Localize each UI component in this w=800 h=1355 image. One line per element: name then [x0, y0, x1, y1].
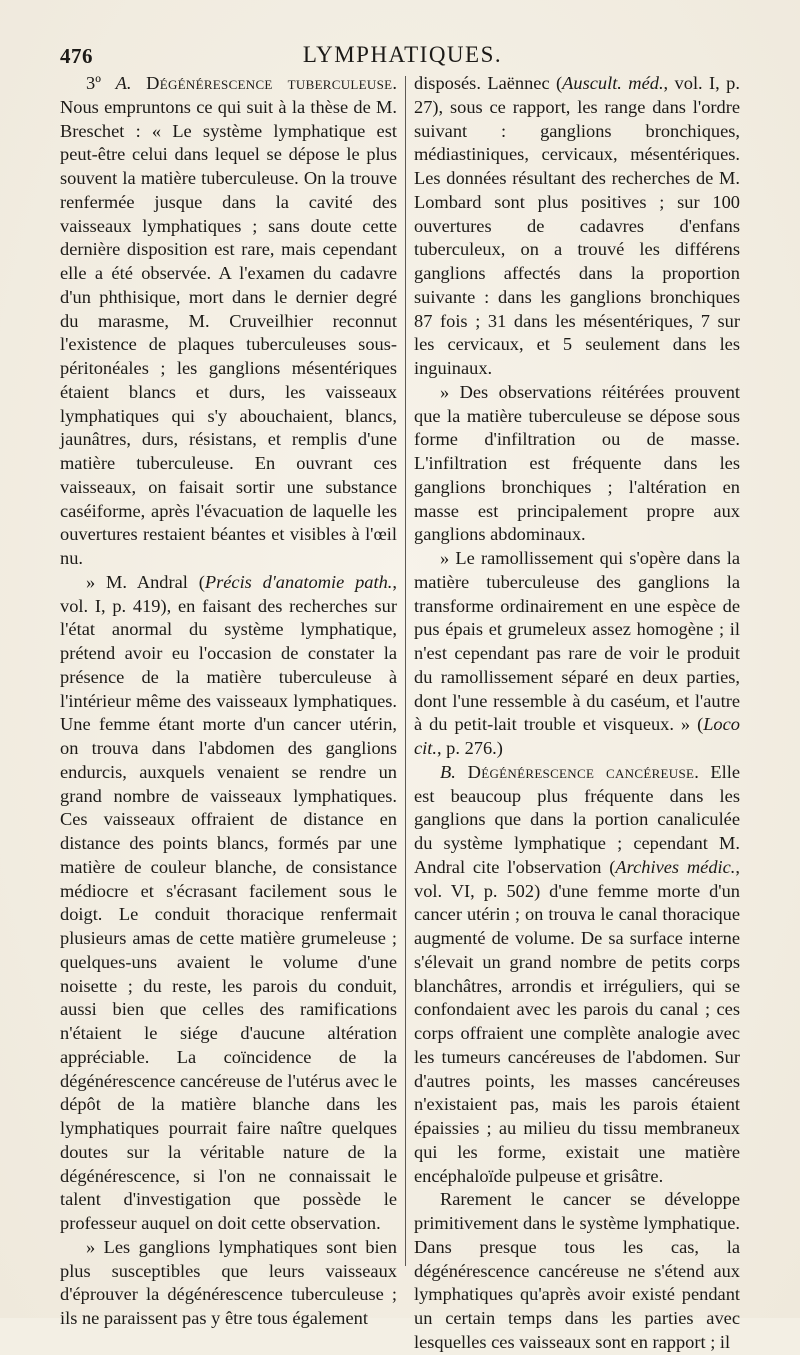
paragraph-lead: . Elle est beaucoup plus fréquente dans les ganglions que dans la portion canaliculée du système lymphatique ; cependant M. Andral cite l'observation (	[414, 761, 741, 877]
paragraph-ramollissement	[414, 547, 740, 761]
paragraph-text: , p. 276.)	[436, 738, 503, 758]
left-column	[60, 72, 397, 1331]
paragraph-text: , vol. I, p. 27), sous ce rapport, les range dans l'ordre suivant : ganglions bronchiques, médiastiniques, cervicaux, mésentériques. Les données résultant des recherches de M. Lombard sont plus positives ; sur 100 ouvertures de cadavres d'enfans tuberculeux, on a trouvé les différens ganglions affectés dans la proportion suivante : dans les ganglions bronchiques 87 fois ; 31 dans les mésentériques, 7 sur les cervicaux, et 5 seulement dans les inguinaux.	[414, 73, 740, 378]
paragraph-andral	[60, 571, 397, 1236]
paragraph-cancerous	[414, 761, 740, 1189]
paragraph-lead: » Le ramollissement qui s'opère dans la matière tuberculeuse des ganglions la transforme ordinairement en une espèce de pus épais et grumeleux assez homogène ; il n'est cependant pas rare de voir le produit du ramollissement séparé en deux parties, dont l'une ressemble à du caséum, et l'autre à du petit-lait trouble et visqueux. » (	[414, 548, 740, 735]
column-divider	[405, 76, 406, 1266]
citation: Archives médic.	[615, 856, 736, 877]
paragraph-text: . Nous empruntons ce qui suit à la thèse de M. Breschet : « Le système lymphatique est peut-être celui dans lequel se dépose le plus souvent la matière tuberculeuse. On la trouve renfermée jusque dans la cavité des vaisseaux lymphatiques ; sans doute cette dernière disposition est rare, mais cependant elle a été observée. A l'examen du cadavre d'un phthisique, mort dans le dernier degré du marasme, M. Cruveilhier reconnut l'existence de plaques tuberculeuses sous-péritonéales ; les ganglions mésentériques étaient blancs et durs, les vaisseaux lymphatiques qui s'y abouchaient, blancs, jaunâtres, durs, résistans, et remplis d'une matière tuberculeuse. En ouvrant ces vaisseaux, on faisait sortir une substance caséiforme, après l'évacuation de laquelle les ouvertures restaient béantes et visibles à l'œil nu.	[60, 73, 397, 568]
subsection-letter: A.	[115, 73, 132, 93]
running-head: LYMPHATIQUES.	[302, 42, 503, 67]
paragraph-tuberculous	[60, 72, 397, 571]
paragraph-text: Rarement le cancer se développe primitivement dans le système lymphatique. Dans presque tous les cas, la dégénérescence cancéreuse ne s'étend aux lymphatiques qu'après avoir existé pendant un certain temps dans les parties avec lesquelles ces vaisseaux sont en rapport ; il	[414, 1189, 740, 1352]
paragraph-text: , vol. VI, p. 502) d'une femme morte d'un cancer utérin ; on trouva le canal thoracique augmenté de volume. De sa surface interne s'élevait un grand nombre de petits corps blanchâtres, arrondis et irréguliers, qui se confondaient avec les parois du canal ; ces corps offraient une complète analogie avec les tumeurs cancéreuses de l'abdomen. Sur d'autres points, les masses cancéreuses n'existaient pas, mais les parois étaient épaissies ; au milieu du tissu membraneux qui les forme, existait une matière encéphaloïde pulpeuse et grisâtre.	[414, 856, 740, 1186]
paragraph-observations	[414, 381, 740, 547]
paragraph-lead: disposés. Laënnec (	[414, 73, 563, 93]
paragraph-text: » Des observations réitérées prouvent que la matière tuberculeuse se dépose sous forme d'infiltration ou de masse. L'infiltration est fréquente dans les ganglions bronchiques ; l'altération en masse est principalement propre aux ganglions abdominaux.	[414, 381, 740, 545]
paragraph-rarement	[414, 1188, 740, 1354]
page-number: 476	[60, 44, 93, 68]
citation: Loco cit.	[414, 714, 740, 758]
subsection-heading: Dégénérescence tuberculeuse	[146, 73, 393, 93]
paragraph-text: , vol. I, p. 419), en faisant des recherches sur l'état anormal du système lymphatique, prétend avoir eu l'occasion de constater la présence de la matière tuberculeuse à l'intérieur même des vaisseaux lymphatiques. Une femme étant morte d'un cancer utérin, on trouva dans l'abdomen des ganglions endurcis, auxquels venaient se rendre un grand nombre de vaisseaux lymphatiques. Ces vaisseaux offraient de distance en distance des points blancs, formés par une matière de couleur blanche, de consistance médiocre et s'écrasant facilement sous le doigt. Le conduit thoracique renfermait plusieurs amas de cette matière grumeleuse ; quelques-uns avaient le volume d'une noisette ; du reste, les parois du conduit, aussi bien que celles des ramifications n'étaient le siége d'aucune altération appréciable. La coïncidence de la dégénérescence cancéreuse de l'utérus avec le dépôt de la matière blanche dans les lymphatiques pourrait faire naître quelques doutes sur la véritable nature de la dégénérescence, si l'on ne connaissait le talent d'investigation que possède le professeur auquel on doit cette observation.	[60, 571, 397, 1233]
paragraph-laennec	[414, 72, 740, 381]
subsection-letter: B.	[440, 761, 456, 782]
citation: Précis d'anatomie path.	[204, 571, 393, 592]
paragraph-ganglions	[60, 1236, 397, 1331]
subsection-heading: Dégénérescence cancéreuse	[455, 761, 695, 782]
paragraph-lead: » M. Andral (	[86, 571, 205, 592]
page-header	[60, 40, 745, 76]
right-column	[414, 72, 740, 1355]
section-number: 3º	[86, 73, 116, 93]
paragraph-text: » Les ganglions lymphatiques sont bien plus susceptibles que leurs vaisseaux d'éprouver la dégénérescence tuberculeuse ; ils ne paraissent pas y être tous également	[60, 1236, 397, 1328]
citation: Auscult. méd.	[562, 73, 664, 93]
